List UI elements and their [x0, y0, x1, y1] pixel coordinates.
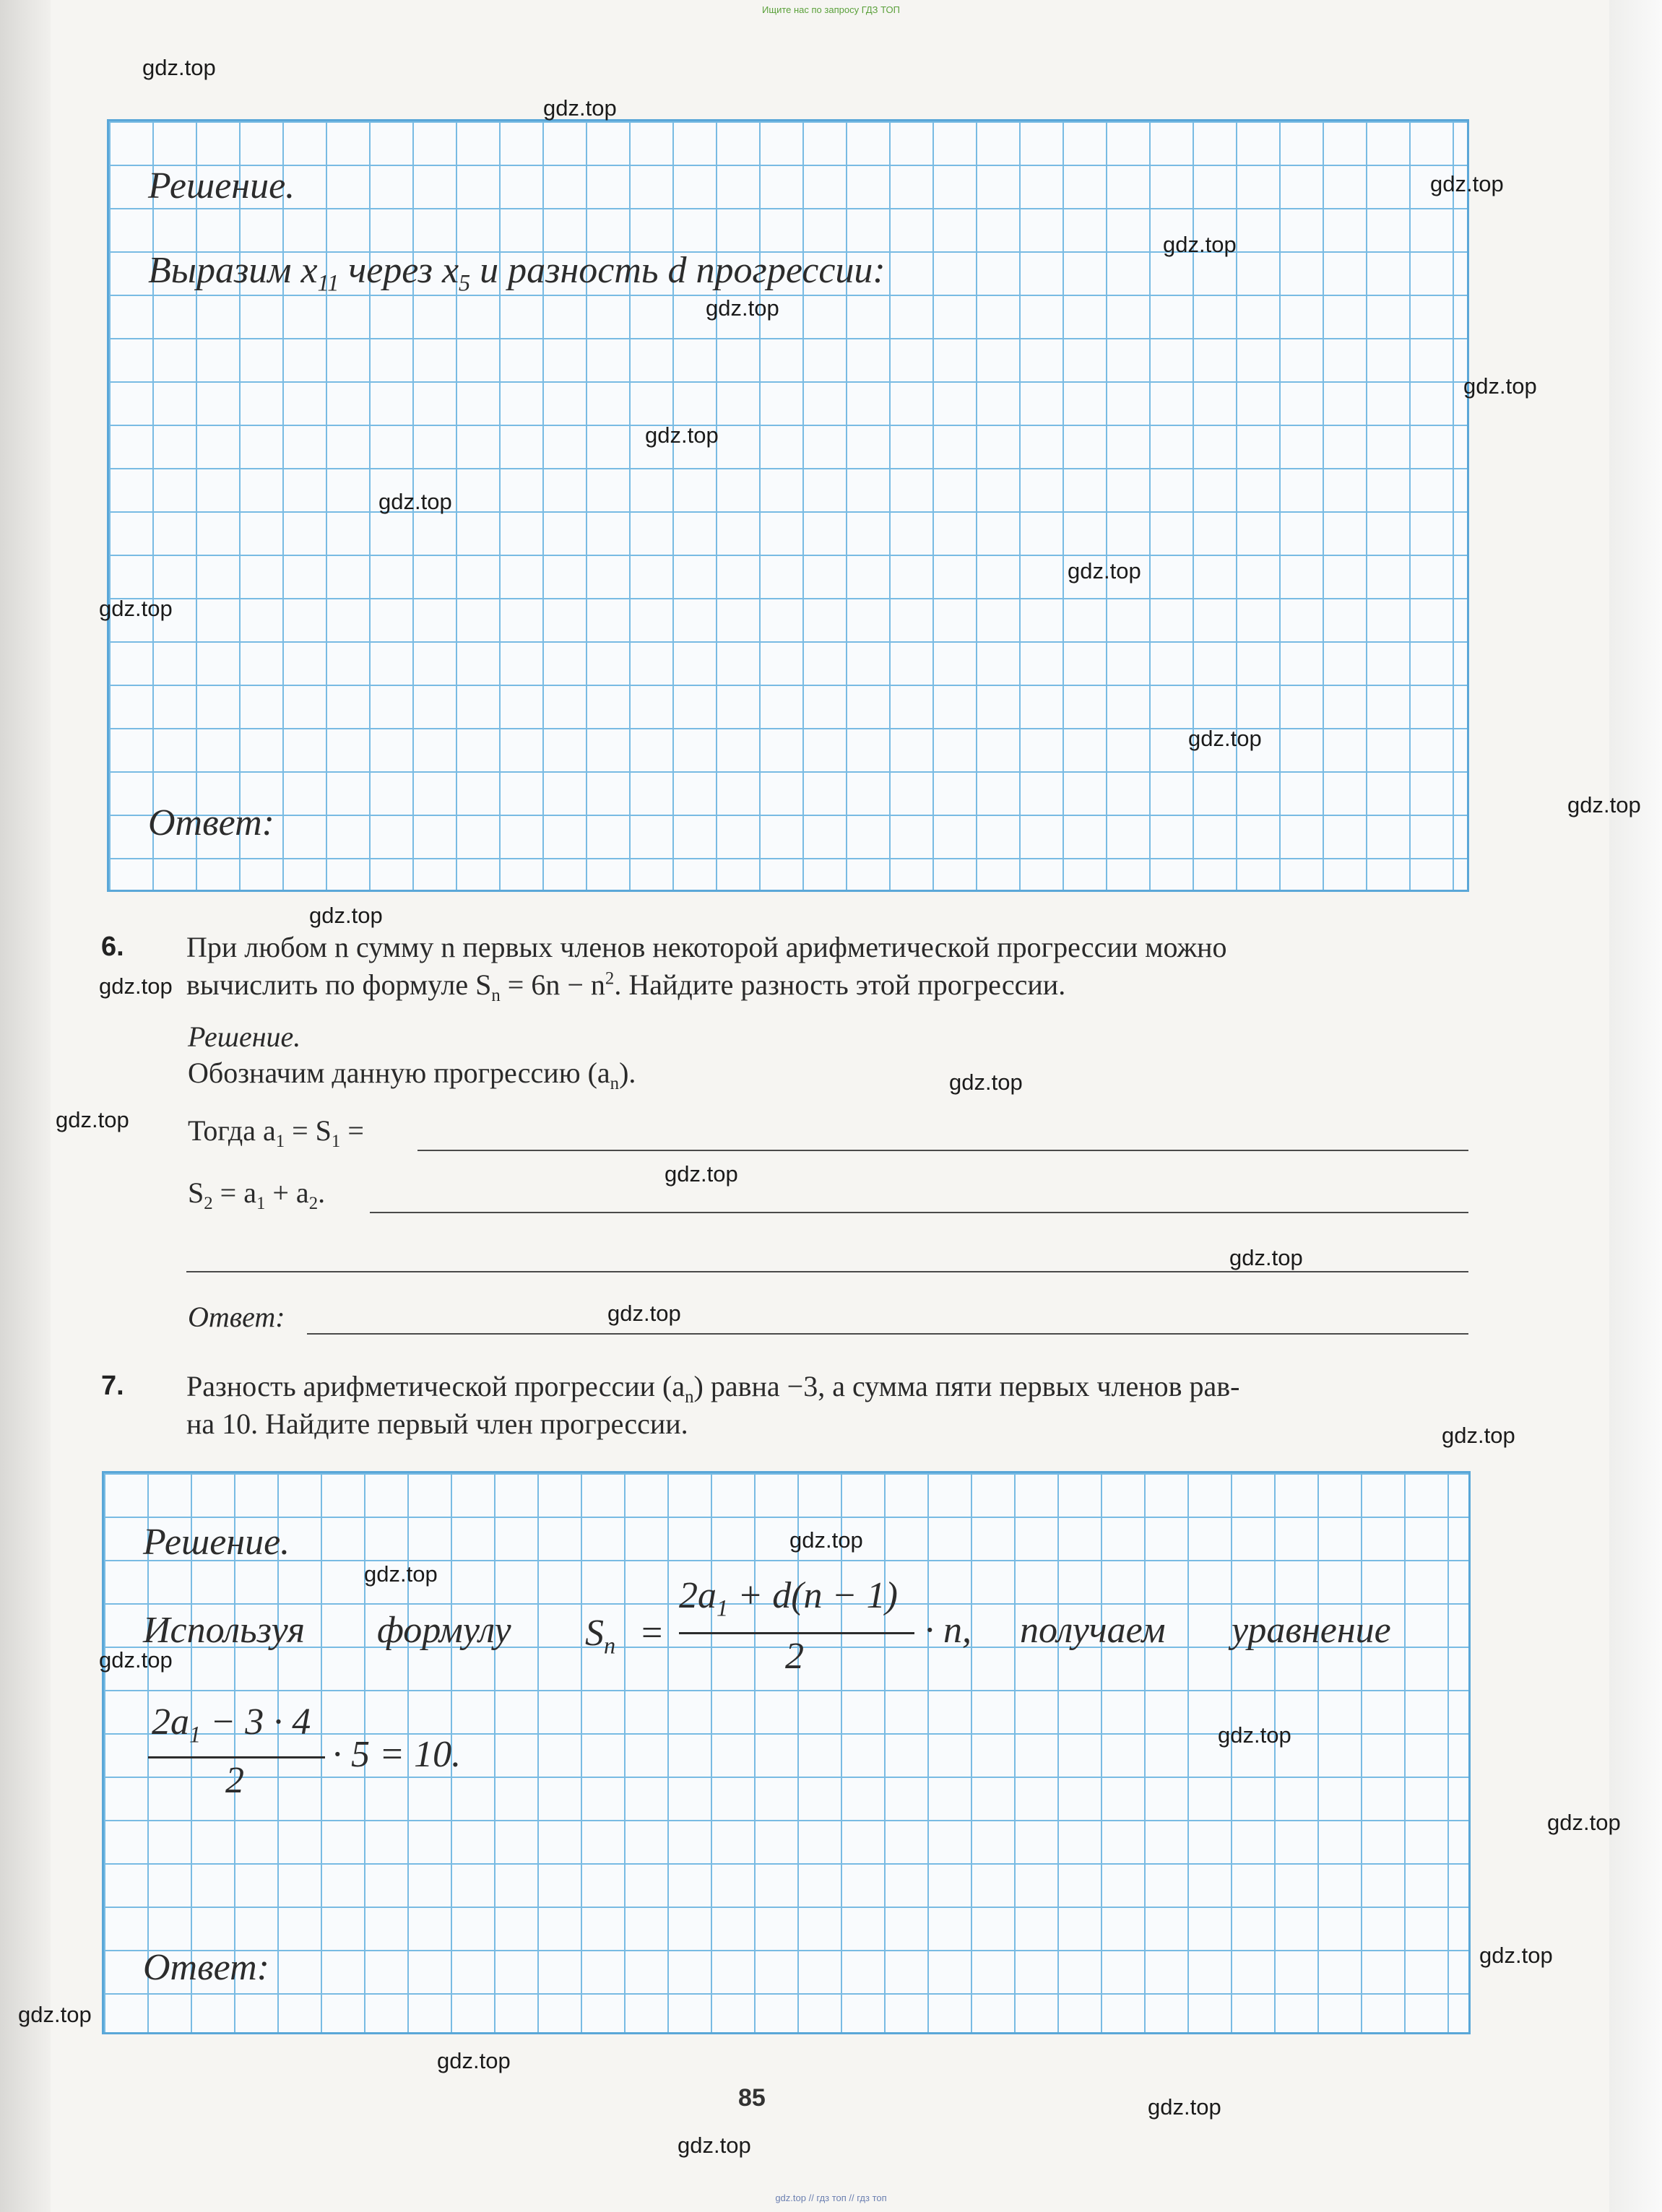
- task6-s2-c: + a: [265, 1176, 309, 1209]
- task7-line1-sub: n: [685, 1387, 694, 1407]
- watermark: gdz.top: [1567, 792, 1641, 817]
- box2-num-sub: 1: [717, 1595, 729, 1621]
- box1-sub-11: 11: [317, 269, 339, 296]
- box2-eq: =: [641, 1613, 663, 1654]
- box1-answer: Ответ:: [148, 802, 274, 843]
- watermark: gdz.top: [706, 295, 779, 321]
- task6-answer: Ответ:: [188, 1301, 285, 1333]
- box2-answer: Ответ:: [143, 1947, 269, 1988]
- watermark: gdz.top: [142, 55, 216, 80]
- watermark: gdz.top: [99, 973, 173, 999]
- watermark: gdz.top: [378, 489, 452, 514]
- task7-line1-a: Разность арифметической прогрессии (a: [186, 1370, 685, 1402]
- task6-line2-sub: n: [491, 986, 501, 1005]
- task6-then-a: Тогда a: [188, 1114, 276, 1147]
- box1-solution: Решение.: [148, 165, 295, 207]
- watermark: gdz.top: [645, 422, 719, 448]
- box2-mult-n: · n,: [925, 1610, 971, 1651]
- task7-text-line1: [186, 1369, 1239, 1408]
- watermark: gdz.top: [1430, 171, 1504, 196]
- watermark: gdz.top: [99, 596, 173, 621]
- bottom-footer: gdz.top // гдз топ // гдз топ: [775, 2193, 887, 2203]
- box2-num-a: 2a: [679, 1575, 717, 1616]
- task6-line2-sup: 2: [605, 968, 615, 989]
- task6-s2-a: S: [188, 1176, 204, 1209]
- box2-using: Используя: [143, 1610, 306, 1651]
- box2-eq2-num-a: 2a: [152, 1701, 189, 1743]
- box2-eq2-num-sub: 1: [189, 1721, 202, 1748]
- task6-then: [188, 1114, 364, 1152]
- task6-then-sub2: 1: [331, 1132, 341, 1151]
- watermark: gdz.top: [364, 1561, 438, 1587]
- box2-eq2-num-b: − 3 · 4: [201, 1701, 311, 1743]
- task6-s2-sub: 2: [204, 1194, 213, 1213]
- box1-line-mid: через x: [339, 250, 459, 291]
- task6-line2-a: вычислить по формуле S: [186, 968, 492, 1001]
- task6-answer-line-3: [186, 1271, 1468, 1272]
- watermark: gdz.top: [1068, 558, 1141, 584]
- box2-eq2-den: 2: [225, 1760, 244, 1801]
- top-banner: Ищите нас по запросу ГДЗ ТОП: [762, 4, 900, 15]
- box2-solution: Решение.: [143, 1522, 290, 1563]
- watermark: gdz.top: [437, 2048, 511, 2073]
- watermark: gdz.top: [665, 1161, 738, 1187]
- task6-s2-sub3: 2: [308, 1194, 319, 1213]
- task6-s2: [188, 1176, 325, 1214]
- watermark: gdz.top: [1188, 726, 1262, 751]
- watermark: gdz.top: [99, 1647, 173, 1673]
- task6-line2-c: . Найдите разность этой прогрессии.: [614, 968, 1066, 1001]
- task6-denote-a: Обозначим данную прогрессию (a: [188, 1057, 610, 1089]
- grid-box-1: [107, 119, 1469, 892]
- box1-line-suffix: и разность d прогрессии:: [470, 250, 886, 291]
- box2-eq2-fraction-bar: [148, 1756, 325, 1758]
- box2-frac-den: 2: [785, 1636, 804, 1677]
- watermark: gdz.top: [309, 903, 383, 928]
- watermark: gdz.top: [1547, 1810, 1621, 1835]
- task6-denote-b: ).: [619, 1057, 636, 1089]
- watermark: gdz.top: [1442, 1423, 1515, 1448]
- task7-text-line2: на 10. Найдите первый член прогрессии.: [186, 1408, 688, 1440]
- watermark: gdz.top: [56, 1107, 129, 1132]
- watermark: gdz.top: [789, 1527, 863, 1553]
- box2-fraction-bar: [679, 1632, 914, 1634]
- box1-sub-5: 5: [459, 269, 471, 296]
- task6-then-c: =: [340, 1114, 364, 1147]
- watermark: gdz.top: [1163, 232, 1237, 257]
- watermark: gdz.top: [18, 2002, 92, 2027]
- task6-denote-sub: n: [610, 1074, 620, 1093]
- grid-box-2: [102, 1471, 1471, 2034]
- task6-s2-d: .: [318, 1176, 326, 1209]
- task6-answer-line-4: [307, 1333, 1468, 1335]
- task6-then-sub1: 1: [275, 1132, 285, 1151]
- box2-equation: уравнение: [1232, 1610, 1391, 1651]
- task6-answer-line-2: [370, 1212, 1468, 1213]
- box1-express-line: [148, 249, 886, 296]
- task6-then-b: = S: [285, 1114, 332, 1147]
- task6-s2-sub2: 1: [256, 1194, 266, 1213]
- watermark: gdz.top: [1148, 2094, 1221, 2120]
- box1-line-prefix: Выразим x: [148, 250, 318, 291]
- task7-line1-b: ) равна −3, а сумма пяти первых членов рав-: [693, 1370, 1240, 1402]
- page-spine-shadow: [0, 0, 51, 2212]
- box2-num-b: + d(n − 1): [728, 1575, 898, 1616]
- watermark: gdz.top: [678, 2133, 751, 2158]
- task6-line2-b: = 6n − n: [500, 968, 605, 1001]
- watermark: gdz.top: [1479, 1943, 1553, 1968]
- task7-number: 7.: [101, 1371, 124, 1401]
- task6-s2-b: = a: [212, 1176, 256, 1209]
- watermark: gdz.top: [1229, 1245, 1303, 1270]
- task6-solution: Решение.: [188, 1020, 301, 1053]
- watermark: gdz.top: [1218, 1722, 1291, 1748]
- task6-number: 6.: [101, 932, 124, 962]
- task6-text-line2: [186, 968, 1065, 1006]
- box2-s: [585, 1612, 615, 1659]
- box2-formula-word: формулу: [377, 1610, 511, 1651]
- task6-denote: [188, 1056, 636, 1094]
- task6-answer-line-1: [417, 1150, 1468, 1151]
- box2-eq2-rest: · 5 = 10.: [332, 1734, 462, 1775]
- box2-frac-num: [679, 1574, 898, 1621]
- task6-text-line1: При любом n сумму n первых членов некоторой арифметической прогрессии можно: [186, 931, 1227, 963]
- watermark: gdz.top: [1463, 373, 1537, 399]
- box2-s-letter: S: [585, 1613, 604, 1654]
- box2-eq2-num: [152, 1701, 311, 1748]
- watermark: gdz.top: [543, 95, 617, 121]
- watermark: gdz.top: [949, 1070, 1023, 1095]
- watermark: gdz.top: [607, 1301, 681, 1326]
- page-number: 85: [738, 2084, 766, 2112]
- page-edge: [1609, 0, 1662, 2212]
- box2-s-sub: n: [604, 1632, 616, 1659]
- box2-obtain: получаем: [1020, 1610, 1166, 1651]
